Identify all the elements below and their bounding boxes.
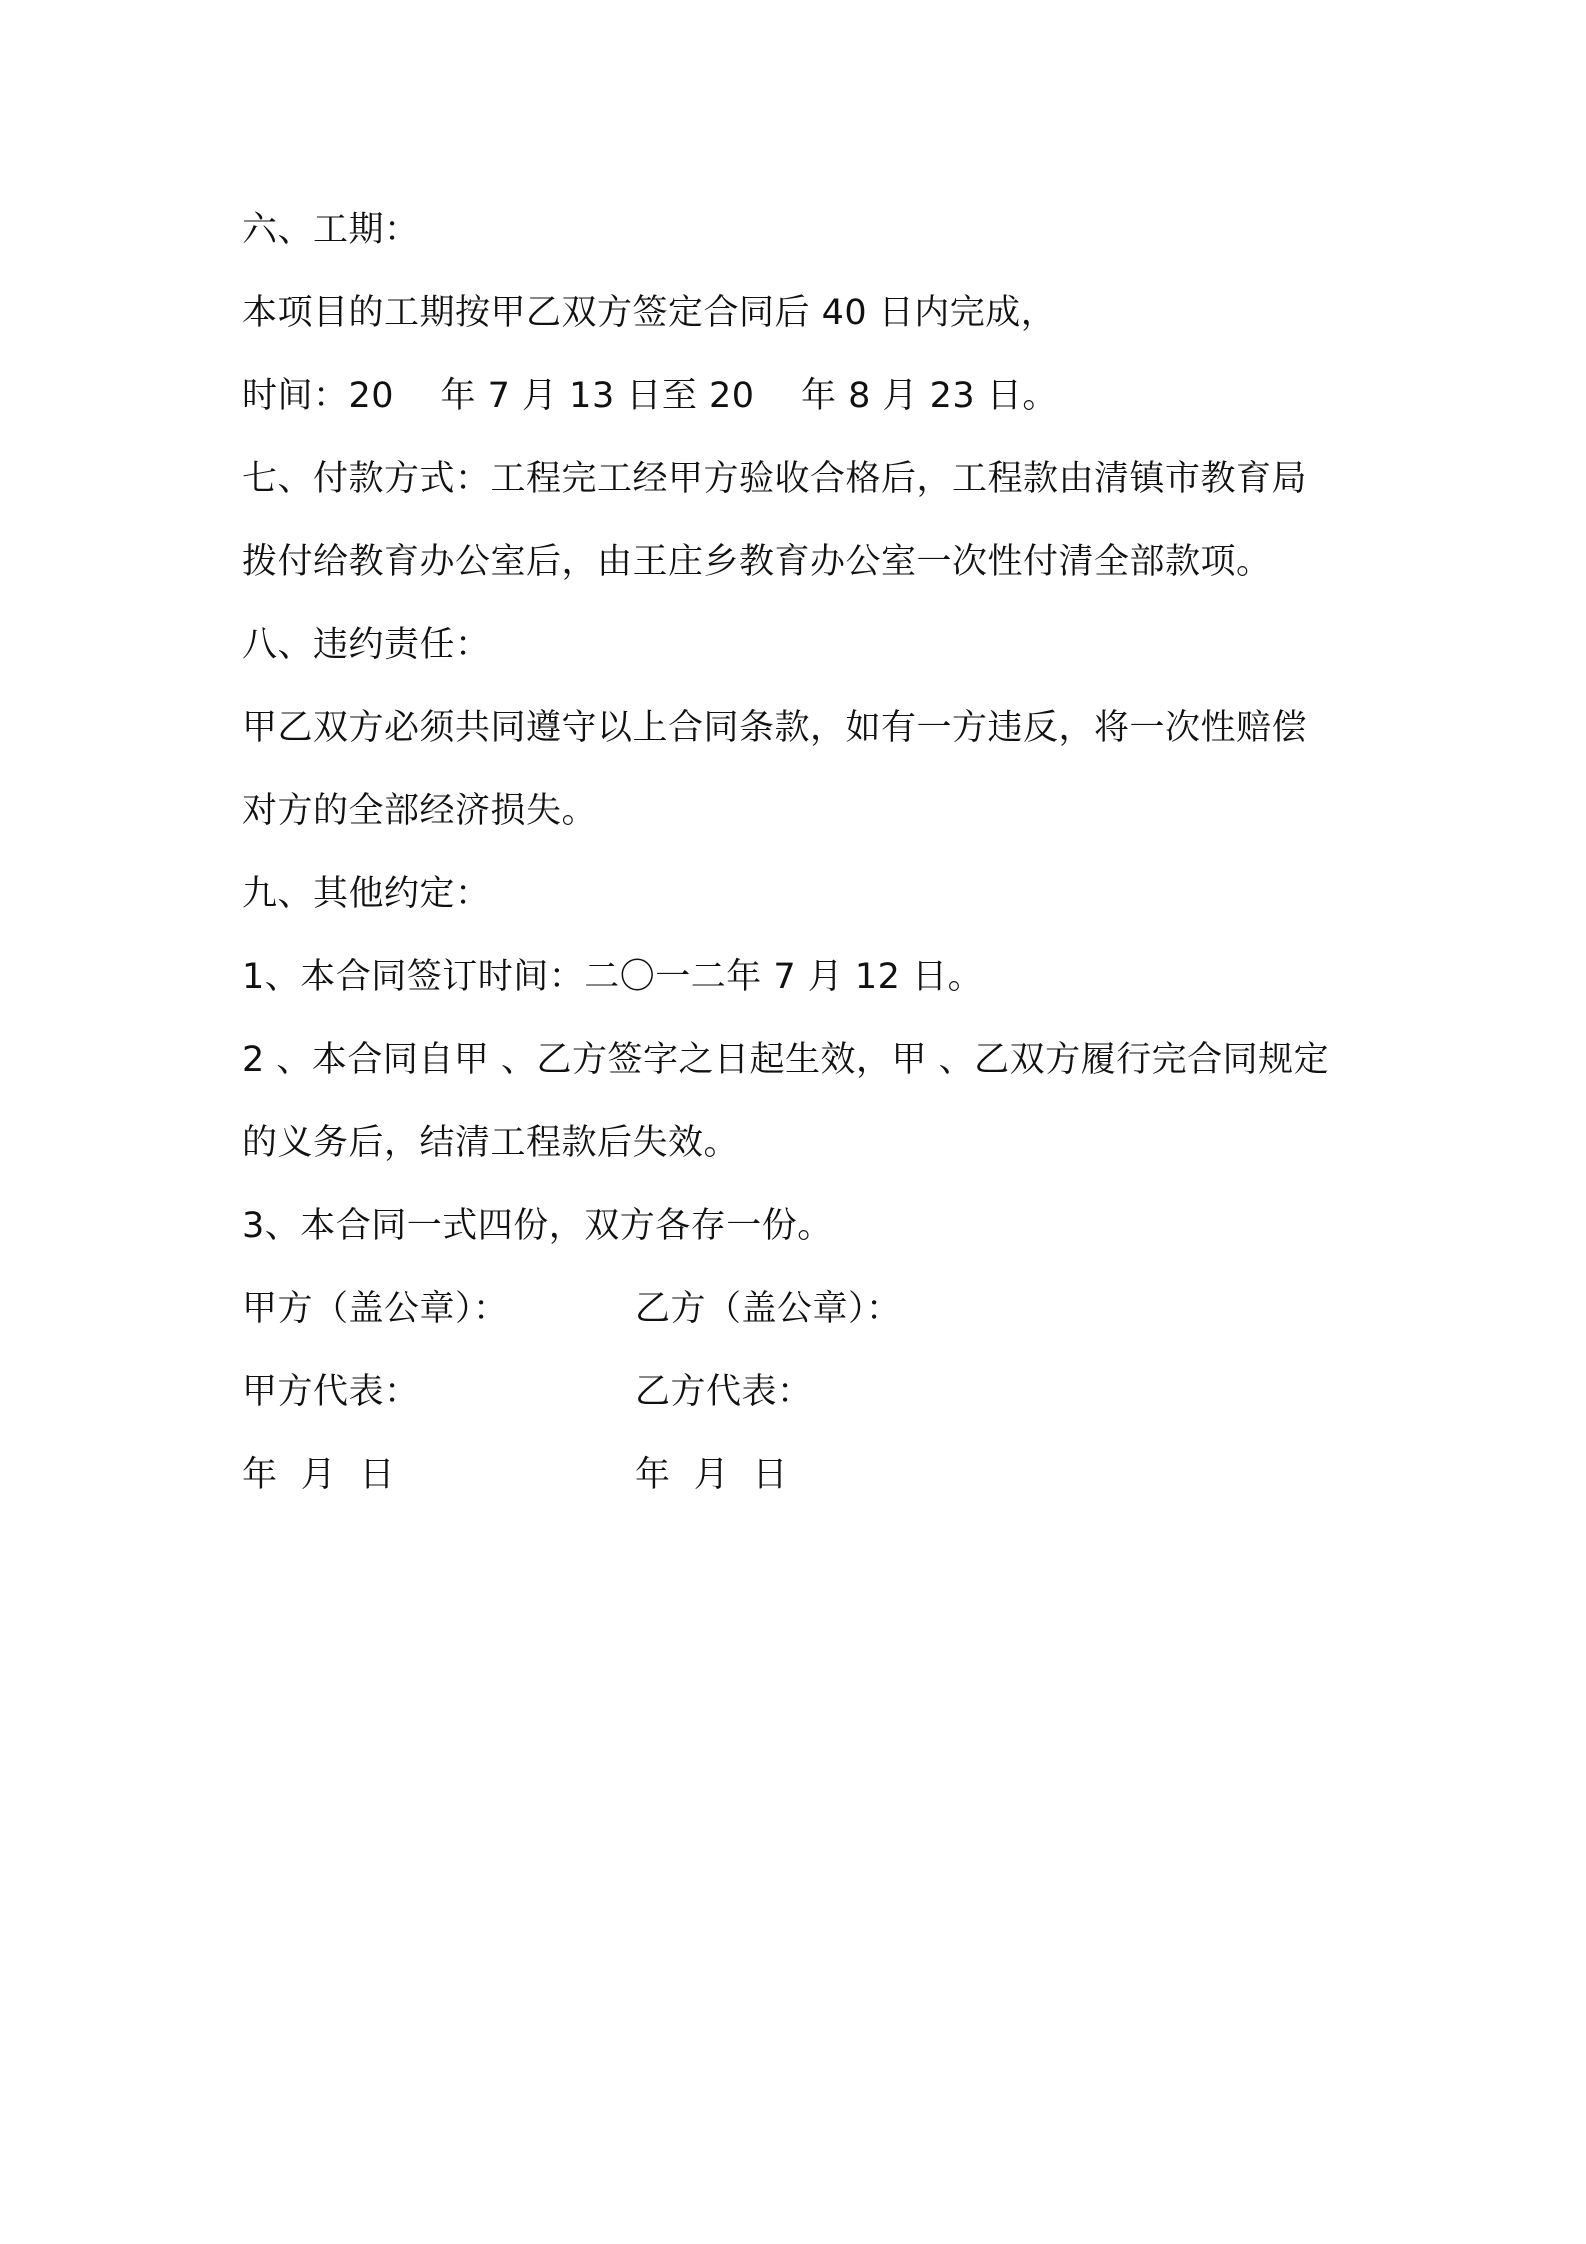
party-b-date-label: 年 月 日 xyxy=(635,1455,789,1495)
section-9-item-3: 3、本合同一式四份，双方各存一份。 xyxy=(242,1206,833,1246)
party-a-seal-label: 甲方（盖公章）： xyxy=(242,1289,509,1329)
party-b-representative-label: 乙方代表： xyxy=(635,1372,813,1412)
section-8-text-line-2: 对方的全部经济损失。 xyxy=(242,791,598,831)
section-6-text-line-2: 时间：20 年 7 月 13 日至 20 年 8 月 23 日。 xyxy=(242,376,1058,416)
section-9-item-2-line-2: 的义务后，结清工程款后失效。 xyxy=(242,1123,740,1163)
section-9-heading: 九、其他约定： xyxy=(242,874,491,914)
section-8-text-line-1: 甲乙双方必须共同遵守以上合同条款，如有一方违反，将一次性赔偿 xyxy=(242,708,1308,748)
section-9-item-2-line-1: 2 、本合同自甲 、乙方签字之日起生效，甲 、乙双方履行完合同规定 xyxy=(242,1040,1330,1080)
party-a-representative-label: 甲方代表： xyxy=(242,1372,420,1412)
section-9-item-1: 1、本合同签订时间：二〇一二年 7 月 12 日。 xyxy=(242,957,984,997)
party-a-date-label: 年 月 日 xyxy=(242,1455,396,1495)
party-b-seal-label: 乙方（盖公章）： xyxy=(635,1289,902,1329)
section-8-heading: 八、违约责任： xyxy=(242,625,491,665)
section-6-heading: 六、工期： xyxy=(242,210,420,250)
section-7-text-line-1: 七、付款方式：工程完工经甲方验收合格后，工程款由清镇市教育局 xyxy=(242,459,1308,499)
section-6-text-line-1: 本项目的工期按甲乙双方签定合同后 40 日内完成， xyxy=(242,293,1057,333)
section-7-text-line-2: 拨付给教育办公室后，由王庄乡教育办公室一次性付清全部款项。 xyxy=(242,542,1272,582)
